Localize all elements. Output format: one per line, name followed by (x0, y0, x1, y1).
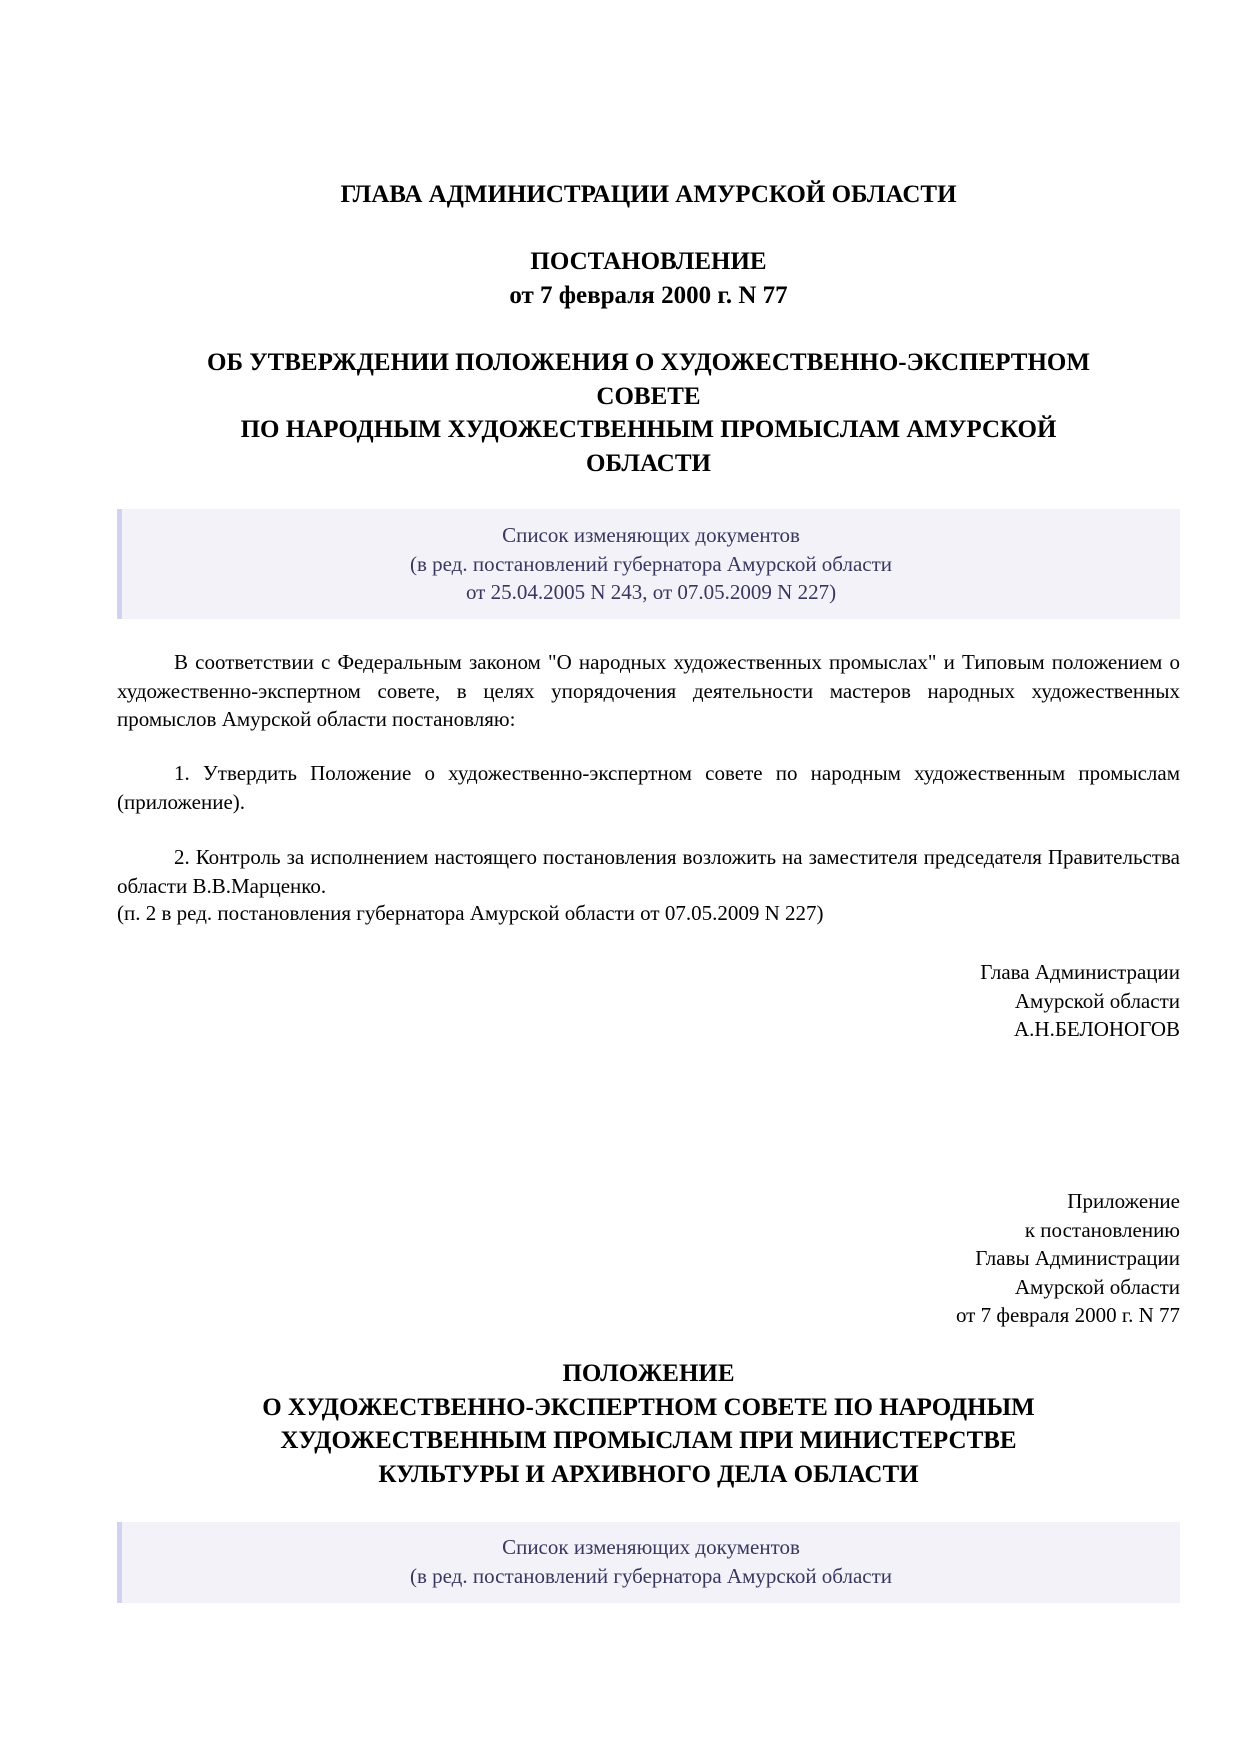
title-line: ОБЛАСТИ (586, 449, 711, 477)
regulation-title-line: ХУДОЖЕСТВЕННЫМ ПРОМЫСЛАМ ПРИ МИНИСТЕРСТВЕ (280, 1427, 1017, 1454)
signature-line: Амурской области (1014, 988, 1180, 1013)
changes-box-line: (в ред. постановлений губернатора Амурской области (409, 1563, 892, 1588)
regulation-title-line: ПОЛОЖЕНИЕ (562, 1360, 735, 1387)
regulation-title-line: КУЛЬТУРЫ И АРХИВНОГО ДЕЛА ОБЛАСТИ (378, 1460, 919, 1488)
appendix-line: Приложение (1067, 1189, 1180, 1213)
changes-box-2 (117, 1522, 1180, 1603)
item-1-paragraph: 1. Утвердить Положение о художественно-экспертном совете по народным художественным промыслам (приложение). (117, 761, 1180, 814)
appendix-reference (117, 1187, 1180, 1330)
appendix-line: Амурской области (1014, 1274, 1180, 1299)
signature-block (117, 958, 1180, 1044)
changes-box-title: Список изменяющих документов (502, 1535, 800, 1559)
title-line: СОВЕТЕ (596, 382, 701, 410)
regulation-title (117, 1357, 1180, 1491)
appendix-line: Главы Администрации (975, 1246, 1180, 1270)
signature-line: Глава Администрации (980, 960, 1180, 984)
changes-box (117, 509, 1180, 619)
document-date: от 7 февраля 2000 г. N 77 (509, 281, 788, 309)
item-2-paragraph: 2. Контроль за исполнением настоящего постановления возложить на заместителя председателя Правительства области В.В.Марценко. (117, 845, 1180, 898)
document-title (117, 346, 1180, 480)
title-line: ОБ УТВЕРЖДЕНИИ ПОЛОЖЕНИЯ О ХУДОЖЕСТВЕННО-ЭКСПЕРТНОМ (207, 349, 1090, 376)
signatory-name: А.Н.БЕЛОНОГОВ (1014, 1017, 1180, 1041)
item-2-amendment-note: (п. 2 в ред. постановления губернатора Амурской области от 07.05.2009 N 227) (117, 901, 824, 925)
regulation-title-line: О ХУДОЖЕСТВЕННО-ЭКСПЕРТНОМ СОВЕТЕ ПО НАРОДНЫМ (262, 1393, 1035, 1421)
changes-box-line: от 25.04.2005 N 243, от 07.05.2009 N 227) (465, 580, 837, 604)
changes-box-line: (в ред. постановлений губернатора Амурской области (409, 551, 892, 576)
title-line: ПО НАРОДНЫМ ХУДОЖЕСТВЕННЫМ ПРОМЫСЛАМ АМУРСКОЙ (240, 416, 1057, 443)
appendix-line: к постановлению (1024, 1217, 1180, 1242)
changes-box-title: Список изменяющих документов (502, 523, 800, 547)
document-type: ПОСТАНОВЛЕНИЕ (530, 248, 767, 275)
authority-heading: ГЛАВА АДМИНИСТРАЦИИ АМУРСКОЙ ОБЛАСТИ (340, 181, 957, 208)
preamble-paragraph: В соответствии с Федеральным законом "О народных художественных промыслах" и Типовым положением о художественно-экспертном совете, в целях упорядочения деятельности мастеров народных художественных промыслов Амурской области постановляю: (117, 650, 1180, 731)
appendix-line: от 7 февраля 2000 г. N 77 (955, 1303, 1180, 1327)
document-type-heading (117, 245, 1180, 312)
